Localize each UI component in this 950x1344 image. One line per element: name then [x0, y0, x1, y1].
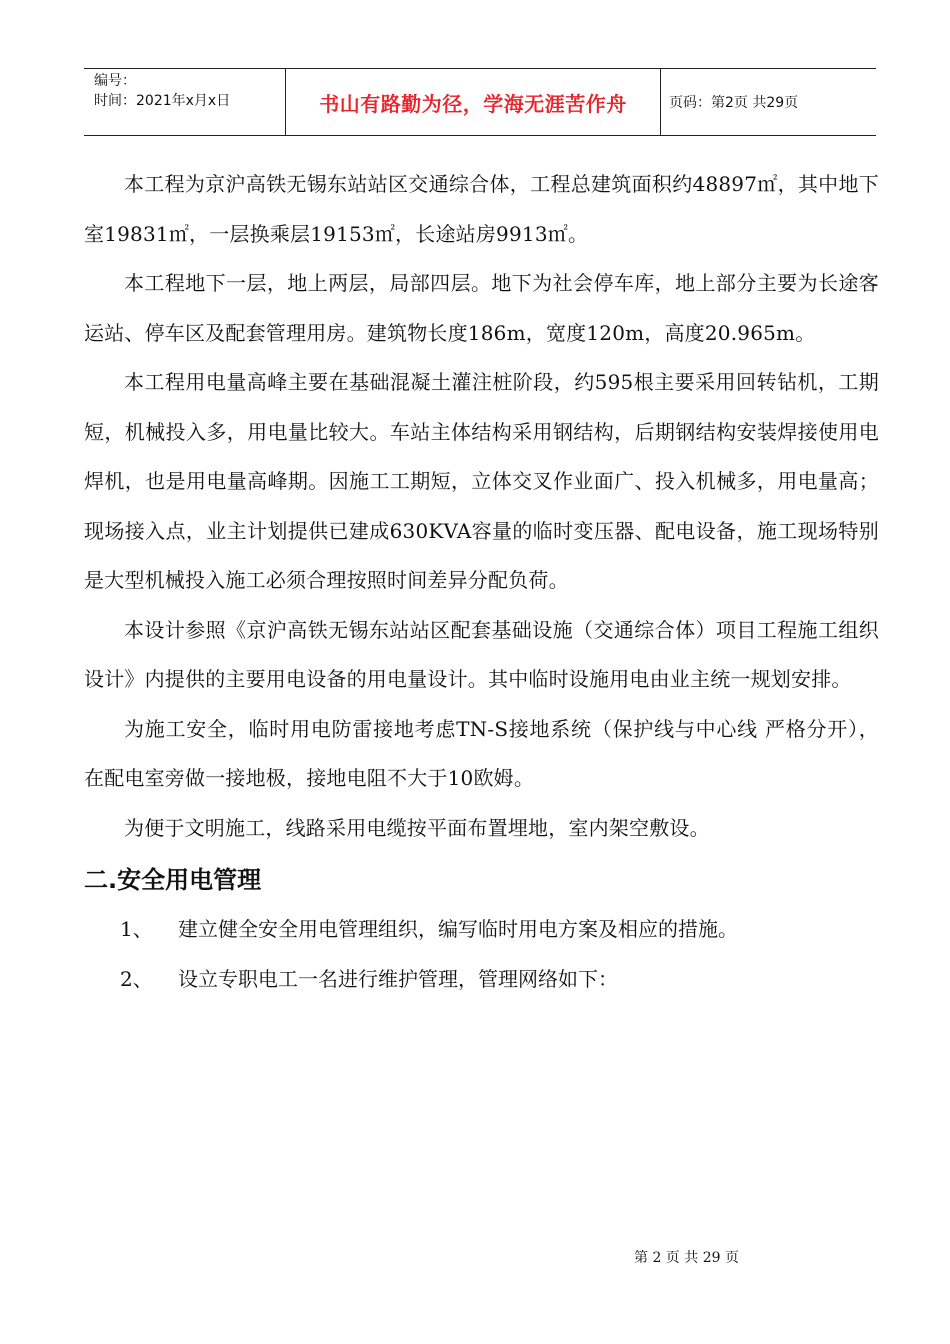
- header-page-info: 页码：第2页 共29页: [669, 95, 799, 111]
- header-motto: 书山有路勤为径，学海无涯苦作舟: [286, 69, 661, 135]
- time-label: 时间：2021年x月x日: [94, 93, 231, 109]
- paragraph-building-structure: 本工程地下一层，地上两层，局部四层。地下为社会停车库，地上部分主要为长途客运站、停车区及配套管理用房。建筑物长度186m，宽度120m，高度20.965m。: [84, 271, 879, 345]
- paragraph-design-reference: 本设计参照《京沪高铁无锡东站站区配套基础设施（交通综合体）项目工程施工组织设计》内提供的主要用电设备的用电量设计。其中临时设施用电由业主统一规划安排。: [84, 617, 879, 691]
- paragraph-power-peak: 本工程用电量高峰主要在基础混凝土灌注桩阶段，约595根主要采用回转钻机，工期短，机械投入多，用电量比较大。车站主体结构采用钢结构，后期钢结构安装焊接使用电焊机，也是用电量高峰期。因施工工期短，立体交叉作业面广、投入机械多，用电量高；现场接入点，业主计划提供已建成630KVA容量的临时变压器、配电设备，施工现场特别是大型机械投入施工必须合理按照时间差异分配负荷。: [84, 370, 879, 592]
- list-item-number: 1、: [120, 917, 153, 941]
- paragraph-cable-layout: 为便于文明施工，线路采用电缆按平面布置埋地，室内架空敷设。: [124, 815, 710, 840]
- section-title: 二.安全用电管理: [84, 866, 262, 894]
- list-item: [84, 955, 879, 1005]
- paragraph-project-overview: 本工程为京沪高铁无锡东站站区交通综合体，工程总建筑面积约48897㎡，其中地下室19831㎡，一层换乘层19153㎡，长途站房9913㎡。: [84, 172, 879, 246]
- list-item-text: 设立专职电工一名进行维护管理，管理网络如下：: [178, 966, 618, 991]
- page-footer: 第 2 页 共 29 页: [634, 1250, 739, 1266]
- header-meta: [84, 69, 286, 135]
- list-item-number: 2、: [120, 966, 153, 991]
- page-header: [84, 68, 876, 136]
- paragraph-grounding: 为施工安全，临时用电防雷接地考虑TN-S接地系统（保护线与中心线 严格分开），在配电室旁做一接地极，接地电阻不大于10欧姆。: [84, 716, 879, 790]
- number-label: 编号：: [94, 73, 136, 89]
- list-item: [84, 905, 879, 955]
- list-item-text: 建立健全安全用电管理组织，编写临时用电方案及相应的措施。: [178, 917, 738, 941]
- document-body: [84, 160, 879, 1004]
